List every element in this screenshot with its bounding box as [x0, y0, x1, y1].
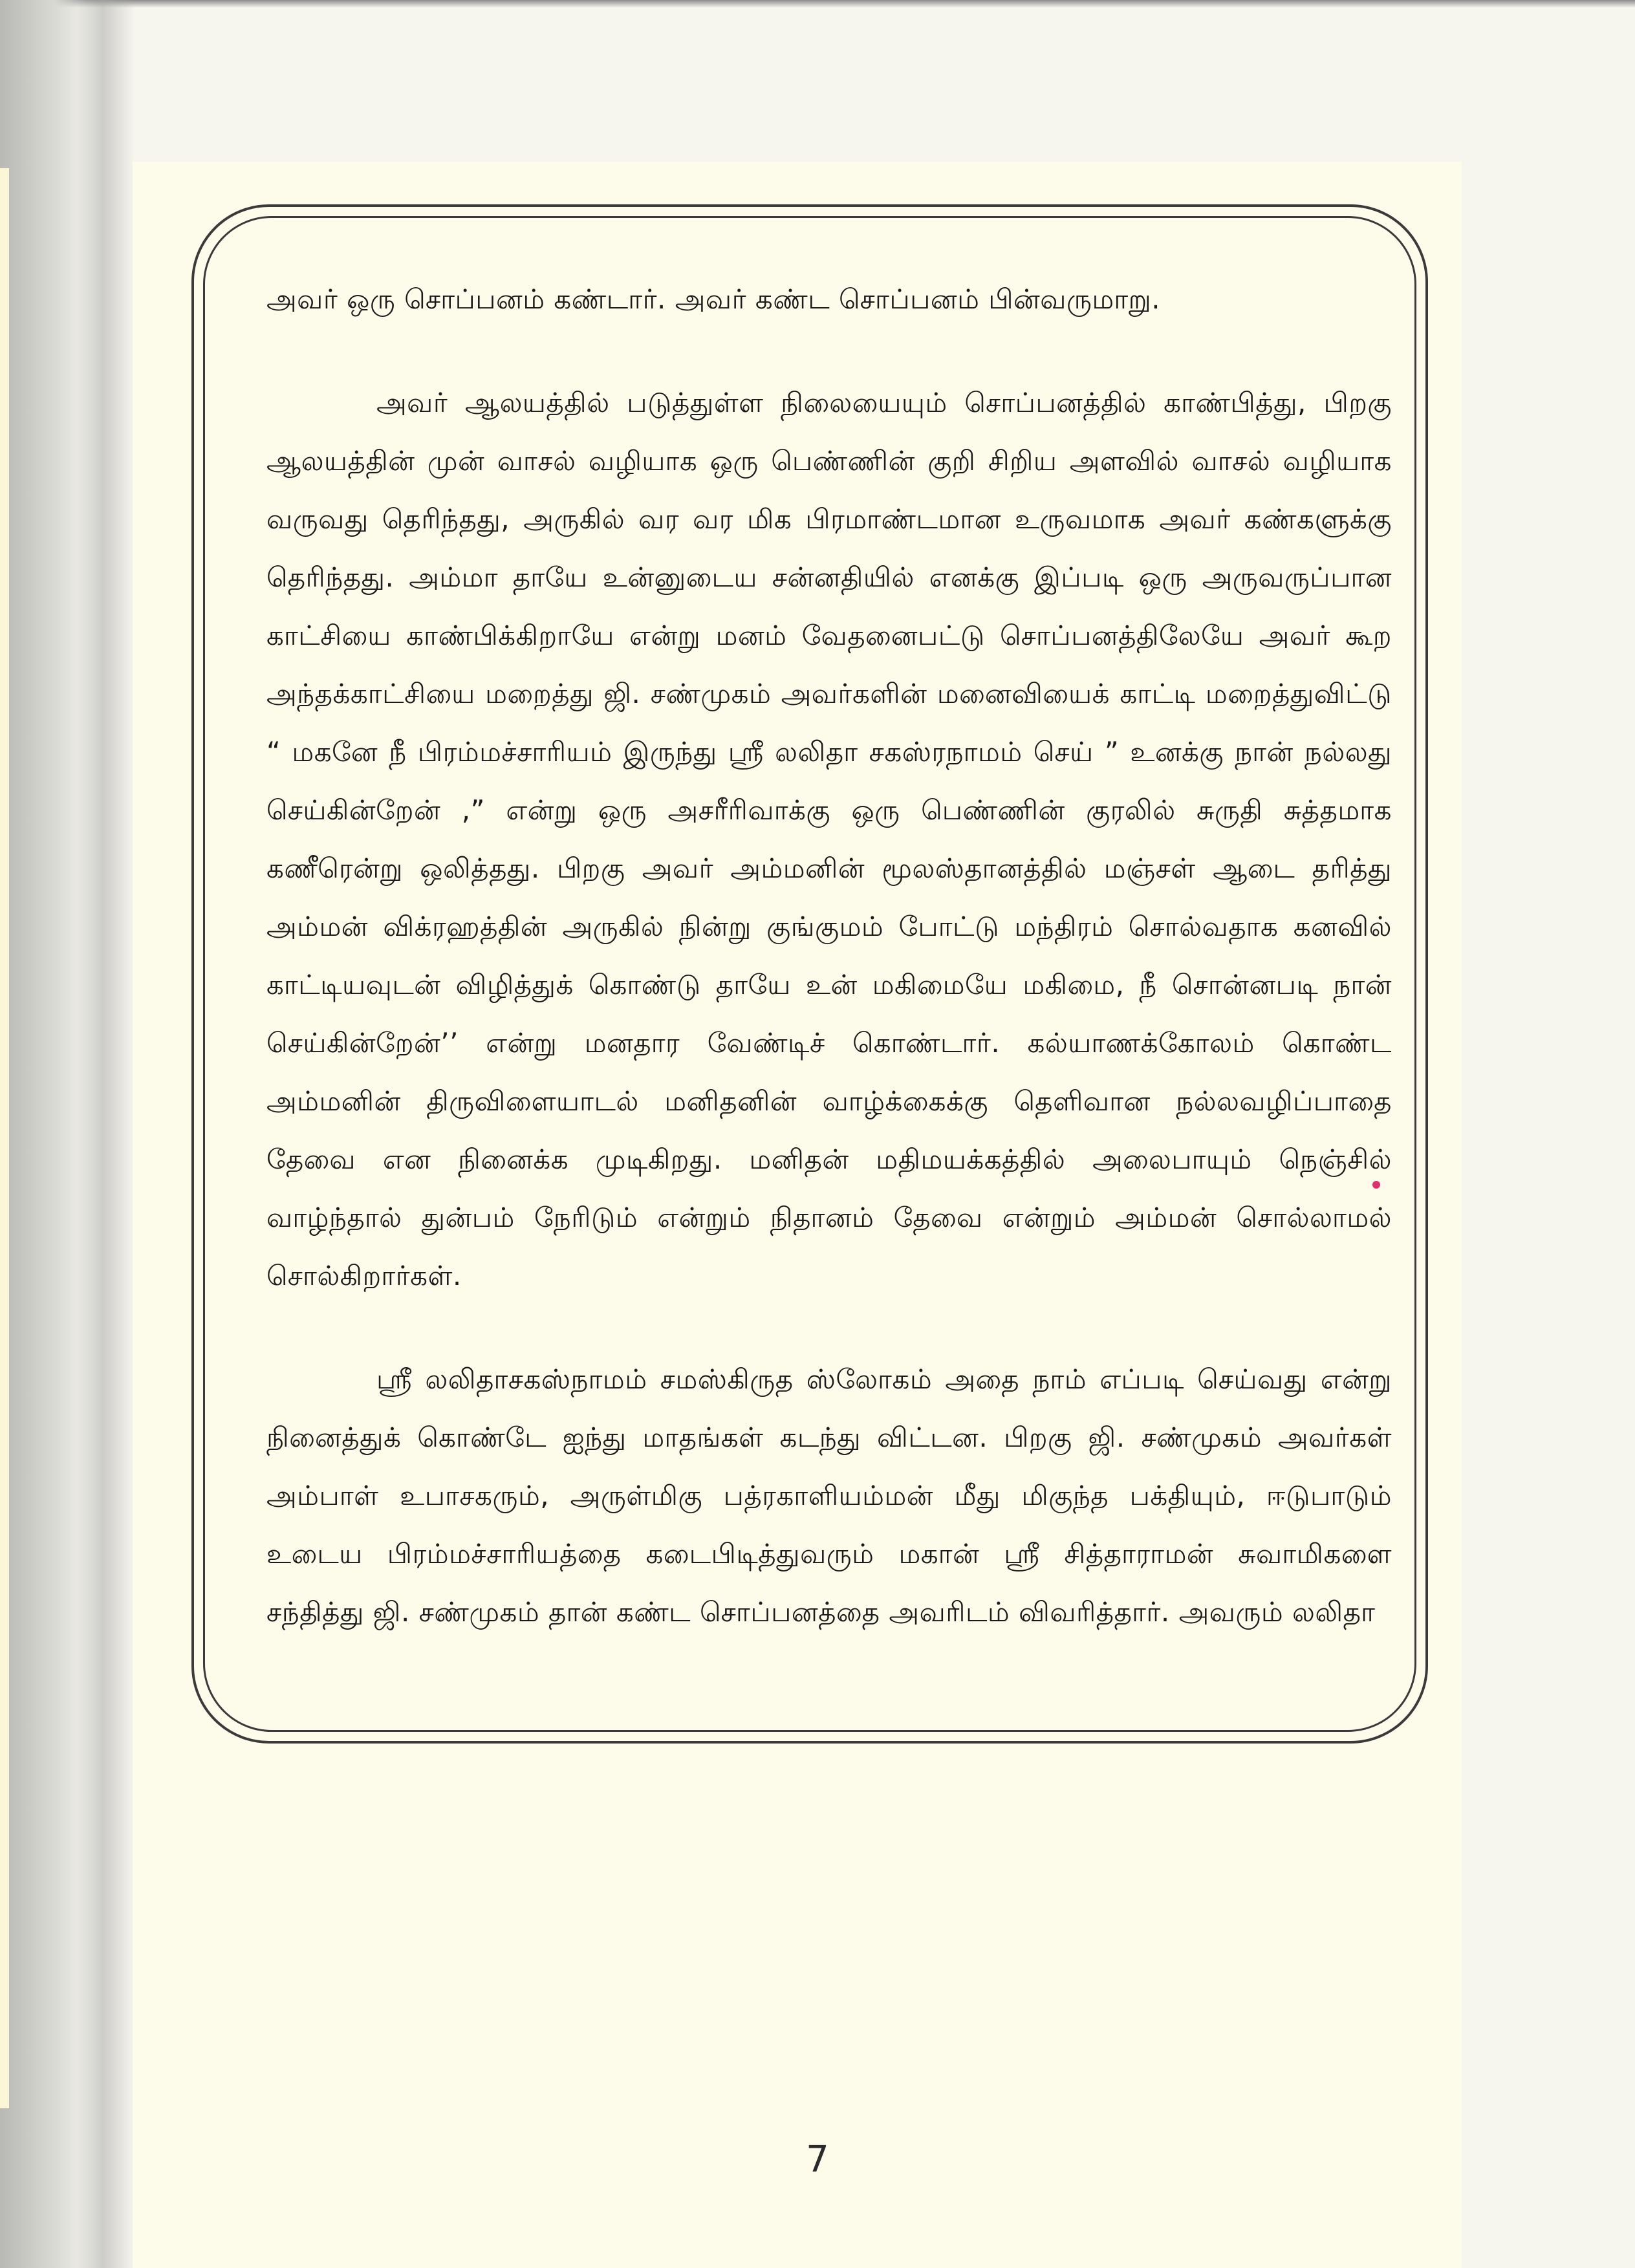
paragraph-3: ஸ்ரீ லலிதாசகஸ்நாமம் சமஸ்கிருத ஸ்லோகம் அதை நாம் எப்படி செய்வது என்று நினைத்துக் கொண்டே ஐந்து மாதங்கள் கடந்து விட்டன. பிறகு ஜி. சண்முகம் அவர்கள் அம்பாள் உபாசகரும், அருள்மிகு பத்ரகாளியம்மன் மீது மிகுந்த பக்தியும், ஈடுபாடும் உடைய பிரம்மச்சாரியத்தை கடைபிடித்துவரும் மகான் ஸ்ரீ சித்தாராமன் சுவாமிகளை சந்தித்து ஜி. சண்முகம் தான் கண்ட சொப்பனத்தை அவரிடம் விவரித்தார். அவரும் லலிதா: [266, 1363, 1392, 1628]
ink-mark: [1372, 1181, 1380, 1189]
gutter-shadow: [76, 0, 135, 2268]
previous-page-edge: [0, 168, 9, 2108]
body-text: [266, 270, 1392, 1641]
page-number: 7: [806, 2139, 829, 2181]
scan-top-shadow: [0, 0, 1635, 8]
paragraph-2: அவர் ஆலயத்தில் படுத்துள்ள நிலையையும் சொப்பனத்தில் காண்பித்து, பிறகு ஆலயத்தின் முன் வாசல் வழியாக ஒரு பெண்ணின் குறி சிறிய அளவில் வாசல் வழியாக வருவது தெரிந்தது, அருகில் வர வர மிக பிரமாண்டமான உருவமாக அவர் கண்களுக்கு தெரிந்தது. அம்மா தாயே உன்னுடைய சன்னதியில் எனக்கு இப்படி ஒரு அருவருப்பான காட்சியை காண்பிக்கிறாயே என்று மனம் வேதனைபட்டு சொப்பனத்திலேயே அவர் கூற அந்தக்காட்சியை மறைத்து ஜி. சண்முகம் அவர்களின் மனைவியைக் காட்டி மறைத்துவிட்டு “ மகனே நீ பிரம்மச்சாரியம் இருந்து ஸ்ரீ லலிதா சகஸ்ரநாமம் செய் ” உனக்கு நான் நல்லது செய்கின்றேன் ,” என்று ஒரு அசரீரிவாக்கு ஒரு பெண்ணின் குரலில் சுருதி சுத்தமாக கணீரென்று ஒலித்தது. பிறகு அவர் அம்மனின் மூலஸ்தானத்தில் மஞ்சள் ஆடை தரித்து அம்மன் விக்ரஹத்தின் அருகில் நின்று குங்குமம் போட்டு மந்திரம் சொல்வதாக கனவில் காட்டியவுடன் விழித்துக் கொண்டு தாயே உன் மகிமையே மகிமை, நீ சொன்னபடி நான் செய்கின்றேன்’’ என்று மனதார வேண்டிச் கொண்டார். கல்யாணக்கோலம் கொண்ட அம்மனின் திருவிளையாடல் மனிதனின் வாழ்க்கைக்கு தெளிவான நல்லவழிப்பாதை தேவை என நினைக்க முடிகிறது. மனிதன் மதிமயக்கத்தில் அலைபாயும் நெஞ்சில் வாழ்ந்தால் துன்பம் நேரிடும் என்றும் நிதானம் தேவை என்றும் அம்மன் சொல்லாமல் சொல்கிறார்கள்.: [266, 387, 1392, 1291]
paragraph-1: அவர் ஒரு சொப்பனம் கண்டார். அவர் கண்ட சொப்பனம் பின்வருமாறு.: [266, 283, 1161, 315]
